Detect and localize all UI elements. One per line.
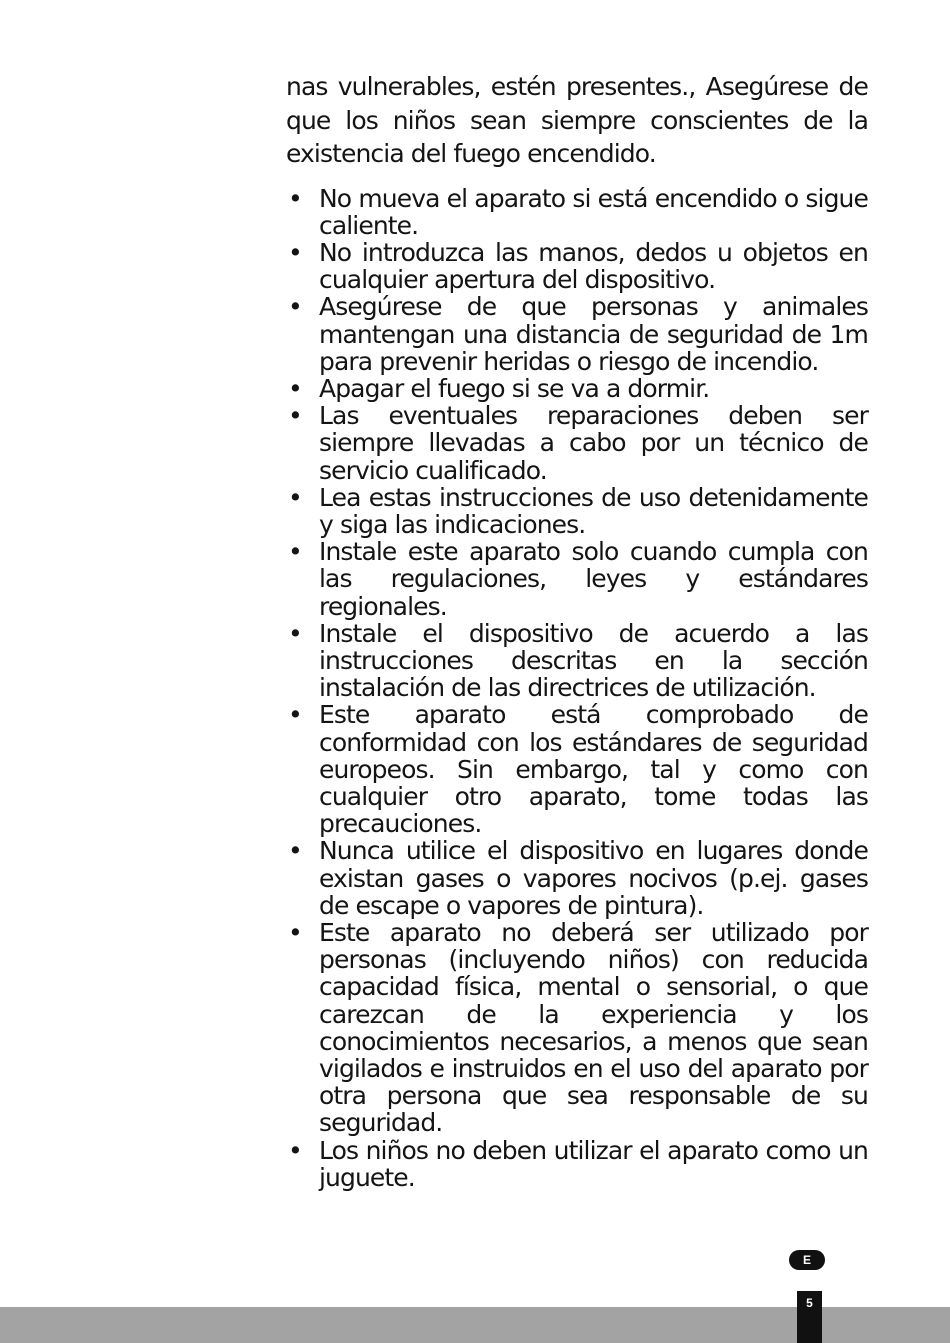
list-item-text: Los niños no deben utilizar el aparato como un juguete. <box>319 1135 868 1192</box>
bullet-icon: • <box>288 700 302 730</box>
list-item <box>286 837 868 919</box>
list-item <box>286 402 868 484</box>
bullet-icon: • <box>288 292 302 322</box>
safety-bullet-list <box>286 185 868 1192</box>
list-item-text: No mueva el aparato si está encendido o sigue caliente. <box>319 183 868 240</box>
list-item-text: Este aparato está comprobado de conformidad con los estándares de seguridad europeos. Sin embargo, tal y como con cualquier otro aparato, tome todas las precauciones. <box>319 700 868 839</box>
list-item-text: Este aparato no deberá ser utilizado por personas (incluyendo niños) con reducida capacidad física, mental o sensorial, o que carezcan de la experiencia y los conocimientos necesarios, a menos que sean vigilados e instruidos en el uso del aparato por otra persona que sea responsable de su seguridad. <box>319 917 868 1138</box>
list-item <box>286 484 868 538</box>
bullet-icon: • <box>288 917 302 947</box>
list-item-text: Asegúrese de que personas y animales mantengan una distancia de seguridad de 1m para prevenir heridas o riesgo de incendio. <box>319 292 868 376</box>
list-item <box>286 620 868 702</box>
list-item <box>286 185 868 239</box>
page-number: 5 <box>806 1296 813 1310</box>
list-item-text: Las eventuales reparaciones deben ser siempre llevadas a cabo por un técnico de servicio cualificado. <box>319 401 868 485</box>
page-number-tab <box>797 1291 822 1343</box>
bullet-icon: • <box>288 1135 302 1165</box>
bullet-icon: • <box>288 237 302 267</box>
bullet-icon: • <box>288 373 302 403</box>
bullet-icon: • <box>288 401 302 431</box>
list-item <box>286 239 868 293</box>
list-item-text: Instale este aparato solo cuando cumpla con las regulaciones, leyes y estándares regionales. <box>319 537 868 621</box>
intro-paragraph: nas vulnerables, estén presentes., Asegúrese de que los niños sean siempre conscientes de la existencia del fuego encendido. <box>286 72 868 168</box>
bullet-icon: • <box>288 537 302 567</box>
list-item <box>286 375 868 402</box>
bullet-icon: • <box>288 482 302 512</box>
list-item-text: Apagar el fuego si se va a dormir. <box>319 373 710 403</box>
list-item <box>286 293 868 375</box>
list-item-text: Lea estas instrucciones de uso detenidamente y siga las indicaciones. <box>319 482 868 539</box>
list-item-text: No introduzca las manos, dedos u objetos en cualquier apertura del dispositivo. <box>319 237 868 295</box>
list-item <box>286 538 868 620</box>
bullet-icon: • <box>288 618 302 648</box>
list-item <box>286 1137 868 1191</box>
list-item <box>286 701 868 837</box>
page-content <box>286 70 868 1191</box>
list-item-text: Instale el dispositivo de acuerdo a las instrucciones descritas en la sección instalación de las directrices de utilización. <box>319 618 868 703</box>
bullet-icon: • <box>288 183 302 213</box>
list-item <box>286 919 868 1137</box>
list-item-text: Nunca utilice el dispositivo en lugares donde existan gases o vapores nocivos (p.ej. gases de escape o vapores de pintura). <box>319 836 868 920</box>
bullet-icon: • <box>288 836 302 866</box>
language-badge: E <box>789 1250 825 1270</box>
